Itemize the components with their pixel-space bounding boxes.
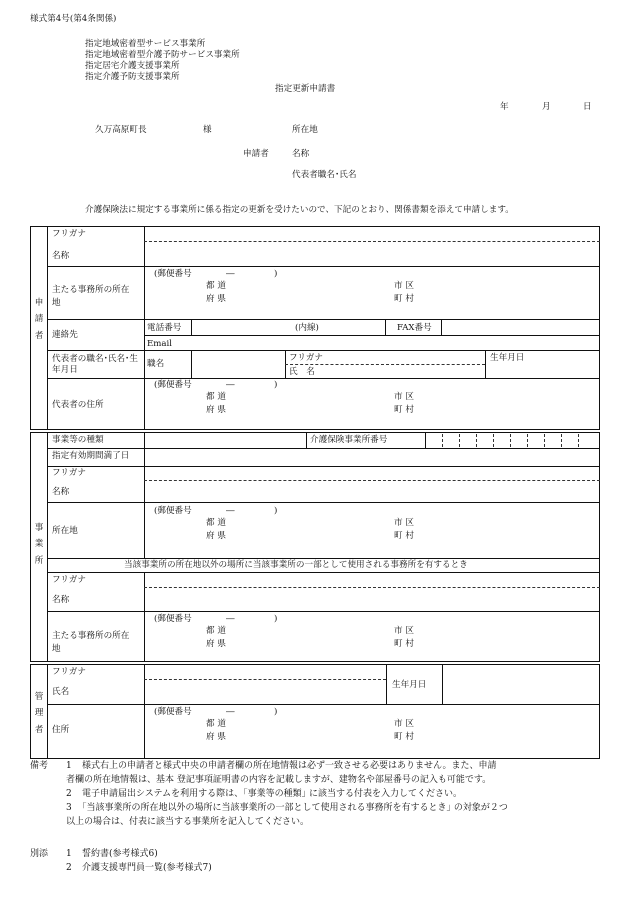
expiry-date-label: 指定有効期間満了日 <box>52 451 130 461</box>
attachment-1-text: 誓約書(参考様式6) <box>82 849 158 859</box>
postal-close: ) <box>274 380 278 390</box>
prefecture-to-do: 都 道 <box>206 518 226 528</box>
fax-label: FAX番号 <box>397 323 432 333</box>
note-2-number: 2 <box>66 789 72 799</box>
postal-label: (郵便番号 <box>154 506 192 516</box>
addressee-3: 指定居宅介護支援事業所 <box>85 61 180 71</box>
manager-vertical-label: 管理者 <box>34 692 44 735</box>
representative-address-label: 代表者の住所 <box>52 400 104 410</box>
other-place-note: 当該事業所の所在地以外の場所に当該事業所の一部として使用される事務所を有するとき <box>124 560 468 570</box>
city-shi-ku: 市 区 <box>394 719 414 729</box>
notes-label: 備考 <box>30 761 49 771</box>
insurance-number-label: 介護保険事業所番号 <box>310 435 388 445</box>
postal-close: ) <box>274 506 278 516</box>
office-location-label: 所在地 <box>52 526 78 536</box>
prefecture-fu-ken: 府 県 <box>206 294 226 304</box>
postal-dash: ― <box>226 269 235 279</box>
addressee-4: 指定介護予防支援事業所 <box>85 72 180 82</box>
addressee-2: 指定地域密着型介護予防サービス事業所 <box>85 50 240 60</box>
city-shi-ku: 市 区 <box>394 518 414 528</box>
note-2-line-1: 電子申請届出システムを利用する際は、｢事業等の種類｣ に該当する付表を入力してください。 <box>82 789 462 799</box>
office2-main-office-label: 主たる事務所の所在地 <box>52 631 130 654</box>
town-cho-son: 町 村 <box>394 531 414 541</box>
postal-label: (郵便番号 <box>154 269 192 279</box>
prefecture-to-do: 都 道 <box>206 392 226 402</box>
date-year: 年 <box>500 102 509 112</box>
form-number: 様式第4号(第4条関係) <box>30 14 117 24</box>
prefecture-fu-ken: 府 県 <box>206 732 226 742</box>
header-name-label: 名称 <box>292 149 310 159</box>
manager-address-label: 住所 <box>52 725 70 735</box>
honorific: 様 <box>203 125 212 135</box>
prefecture-fu-ken: 府 県 <box>206 405 226 415</box>
office-name-label: 名称 <box>52 487 70 497</box>
postal-dash: ― <box>226 506 235 516</box>
header-location-label: 所在地 <box>292 125 318 135</box>
note-1-number: 1 <box>66 761 72 771</box>
contact-label: 連絡先 <box>52 330 78 340</box>
header-representative-label: 代表者職名･氏名 <box>292 170 357 180</box>
office2-name-label: 名称 <box>52 595 70 605</box>
postal-close: ) <box>274 614 278 624</box>
extension-label: (内線) <box>295 323 319 333</box>
business-type-label: 事業等の種類 <box>52 435 104 445</box>
addressee-1: 指定地域密着型サービス事業所 <box>85 39 206 49</box>
postal-label: (郵便番号 <box>154 707 192 717</box>
attachment-2-text: 介護支援専門員一覧(参考様式7) <box>82 863 212 873</box>
note-1-line-1: 様式右上の申請者と様式中央の申請者欄の所在地情報は必ず一致させる必要はありません。また、申請 <box>82 761 497 771</box>
prefecture-to-do: 都 道 <box>206 281 226 291</box>
representative-title-label: 代表者の職名･氏名･生年月日 <box>52 354 138 376</box>
main-office-label: 主たる事務所の所在地 <box>52 285 130 308</box>
prefecture-fu-ken: 府 県 <box>206 531 226 541</box>
email-label: Email <box>147 339 173 349</box>
office-vertical-label: 事業所 <box>34 523 44 566</box>
postal-label: (郵便番号 <box>154 614 192 624</box>
town-cho-son: 町 村 <box>394 639 414 649</box>
applicant-label: 申請者 <box>243 149 269 159</box>
manager-birth-label: 生年月日 <box>392 680 427 690</box>
date-month: 月 <box>542 102 551 112</box>
attachments-label: 別添 <box>30 849 49 859</box>
recipient-mayor: 久万高原町長 <box>95 125 147 135</box>
postal-dash: ― <box>226 380 235 390</box>
note-1-line-2: 者欄の所在地情報は、基本 登記事項証明書の内容を記載しますが、建物名や部屋番号の記入も可能です。 <box>66 775 492 785</box>
office-furigana-label: フリガナ <box>52 468 86 478</box>
town-cho-son: 町 村 <box>394 405 414 415</box>
town-cho-son: 町 村 <box>394 294 414 304</box>
representative-name-label: 氏 名 <box>289 367 315 377</box>
intro-text: 介護保険法に規定する事業所に係る指定の更新を受けたいので、下記のとおり、関係書類を添えて申請します。 <box>85 205 514 215</box>
office2-furigana-label: フリガナ <box>52 575 86 585</box>
manager-furigana-label: フリガナ <box>52 667 86 677</box>
applicant-furigana-label: フリガナ <box>52 229 86 239</box>
note-3-line-2: 以上の場合は、付表に該当する事業所を記入してください。 <box>66 817 310 827</box>
job-title-label: 職名 <box>147 359 165 369</box>
postal-dash: ― <box>226 614 235 624</box>
prefecture-fu-ken: 府 県 <box>206 639 226 649</box>
postal-close: ) <box>274 269 278 279</box>
attachment-1-number: 1 <box>66 849 72 859</box>
city-shi-ku: 市 区 <box>394 626 414 636</box>
postal-close: ) <box>274 707 278 717</box>
representative-furigana-label: フリガナ <box>289 353 323 363</box>
note-3-line-1: ｢当該事業所の所在地以外の場所に当該事業所の一部として使用される事務所を有するとき｣ の対象が２つ <box>82 803 508 813</box>
representative-birth-label: 生年月日 <box>490 353 525 363</box>
document-title: 指定更新申請書 <box>275 84 336 94</box>
prefecture-to-do: 都 道 <box>206 719 226 729</box>
postal-dash: ― <box>226 707 235 717</box>
city-shi-ku: 市 区 <box>394 392 414 402</box>
attachment-2-number: 2 <box>66 863 72 873</box>
applicant-vertical-label: 申請者 <box>34 298 44 341</box>
applicant-name-label: 名称 <box>52 251 70 261</box>
tel-label: 電話番号 <box>147 323 182 333</box>
postal-label: (郵便番号 <box>154 380 192 390</box>
manager-name-label: 氏名 <box>52 687 70 697</box>
prefecture-to-do: 都 道 <box>206 626 226 636</box>
town-cho-son: 町 村 <box>394 732 414 742</box>
note-3-number: 3 <box>66 803 72 813</box>
city-shi-ku: 市 区 <box>394 281 414 291</box>
date-day: 日 <box>583 102 592 112</box>
